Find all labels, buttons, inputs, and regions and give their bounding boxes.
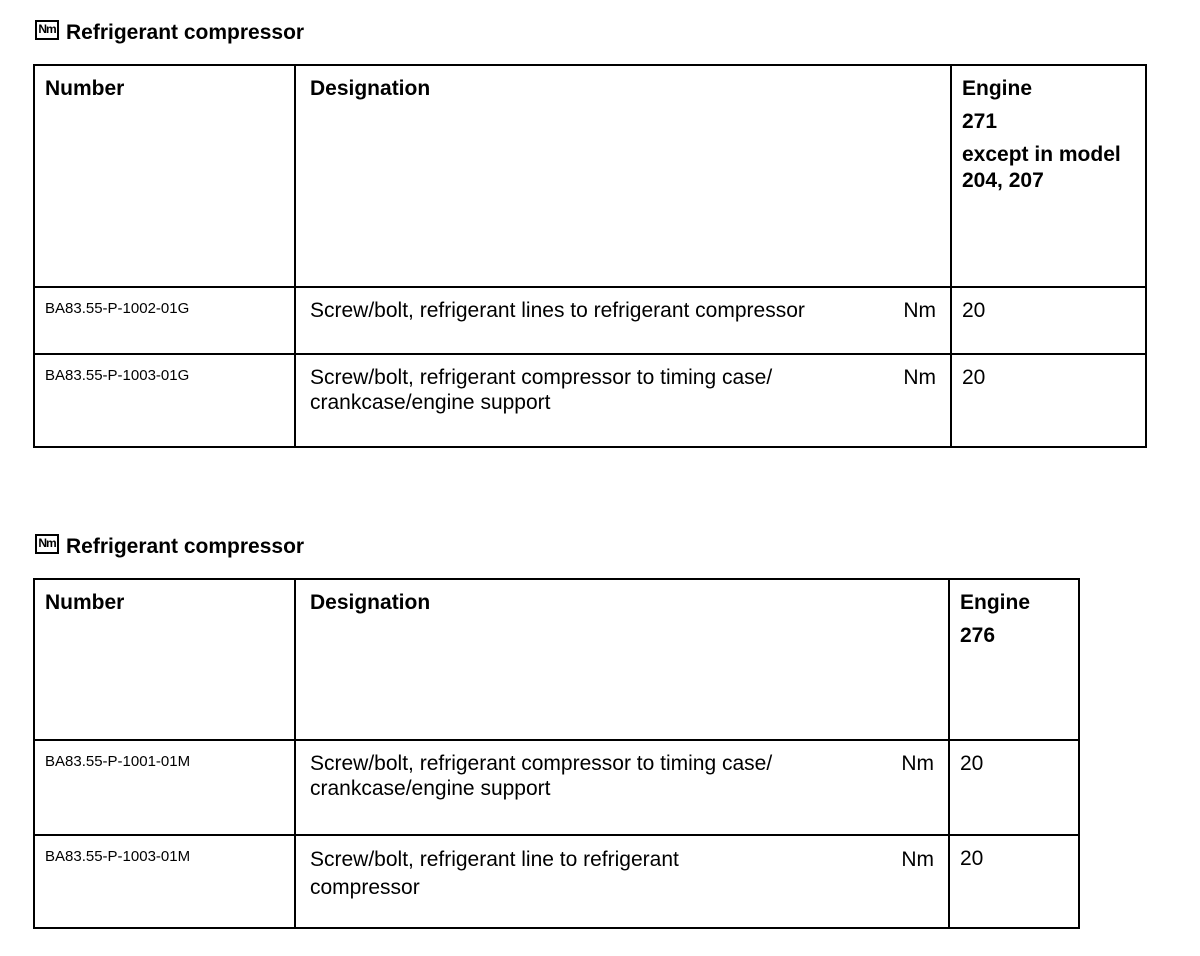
header-cell-engine: [949, 579, 1079, 740]
section-2: [33, 532, 1080, 929]
header-cell-number: Number: [34, 65, 295, 287]
row-designation: Screw/bolt, refrigerant compressor to timing case/ crankcase/engine support: [310, 366, 773, 414]
engine-note: except in model 204, 207: [962, 143, 1121, 192]
engine-label: Engine: [960, 591, 1031, 614]
row-designation: Screw/bolt, refrigerant lines to refrigerant compressor: [310, 299, 805, 322]
torque-nm-icon: Nm: [35, 534, 59, 554]
row-value: 20: [951, 354, 1146, 447]
engine-label: Engine: [962, 77, 1033, 100]
header-cell-designation: Designation: [295, 65, 951, 287]
row-unit: Nm: [903, 299, 936, 322]
row-designation-cell: [295, 740, 949, 835]
row-number: BA83.55-P-1003-01G: [34, 354, 295, 447]
torque-table: [33, 64, 1147, 448]
table-header-row: [34, 579, 1079, 740]
row-number: BA83.55-P-1002-01G: [34, 287, 295, 354]
row-number: BA83.55-P-1003-01M: [34, 835, 295, 928]
section-heading: [33, 532, 1080, 562]
table-row: [34, 354, 1146, 447]
engine-code: 276: [960, 624, 996, 647]
section-title: Refrigerant compressor: [66, 21, 305, 44]
section-heading: [33, 18, 1147, 48]
row-designation-cell: [295, 354, 951, 447]
torque-table: [33, 578, 1080, 929]
table-row: [34, 287, 1146, 354]
section-1: [33, 18, 1147, 448]
engine-code: 271: [962, 110, 998, 133]
section-title: Refrigerant compressor: [66, 535, 305, 558]
header-cell-designation: Designation: [295, 579, 949, 740]
row-designation: Screw/bolt, refrigerant line to refrigerant compressor: [310, 848, 679, 899]
row-value: 20: [951, 287, 1146, 354]
row-unit: Nm: [901, 752, 934, 775]
row-unit: Nm: [901, 848, 934, 871]
header-cell-engine: [951, 65, 1146, 287]
torque-nm-icon: Nm: [35, 20, 59, 40]
row-value: 20: [949, 835, 1079, 928]
header-cell-number: Number: [34, 579, 295, 740]
table-header-row: [34, 65, 1146, 287]
row-unit: Nm: [903, 366, 936, 389]
table-row: [34, 835, 1079, 928]
row-designation-cell: [295, 287, 951, 354]
row-designation-cell: [295, 835, 949, 928]
row-designation: Screw/bolt, refrigerant compressor to timing case/ crankcase/engine support: [310, 752, 773, 800]
row-value: 20: [949, 740, 1079, 835]
table-row: [34, 740, 1079, 835]
row-number: BA83.55-P-1001-01M: [34, 740, 295, 835]
